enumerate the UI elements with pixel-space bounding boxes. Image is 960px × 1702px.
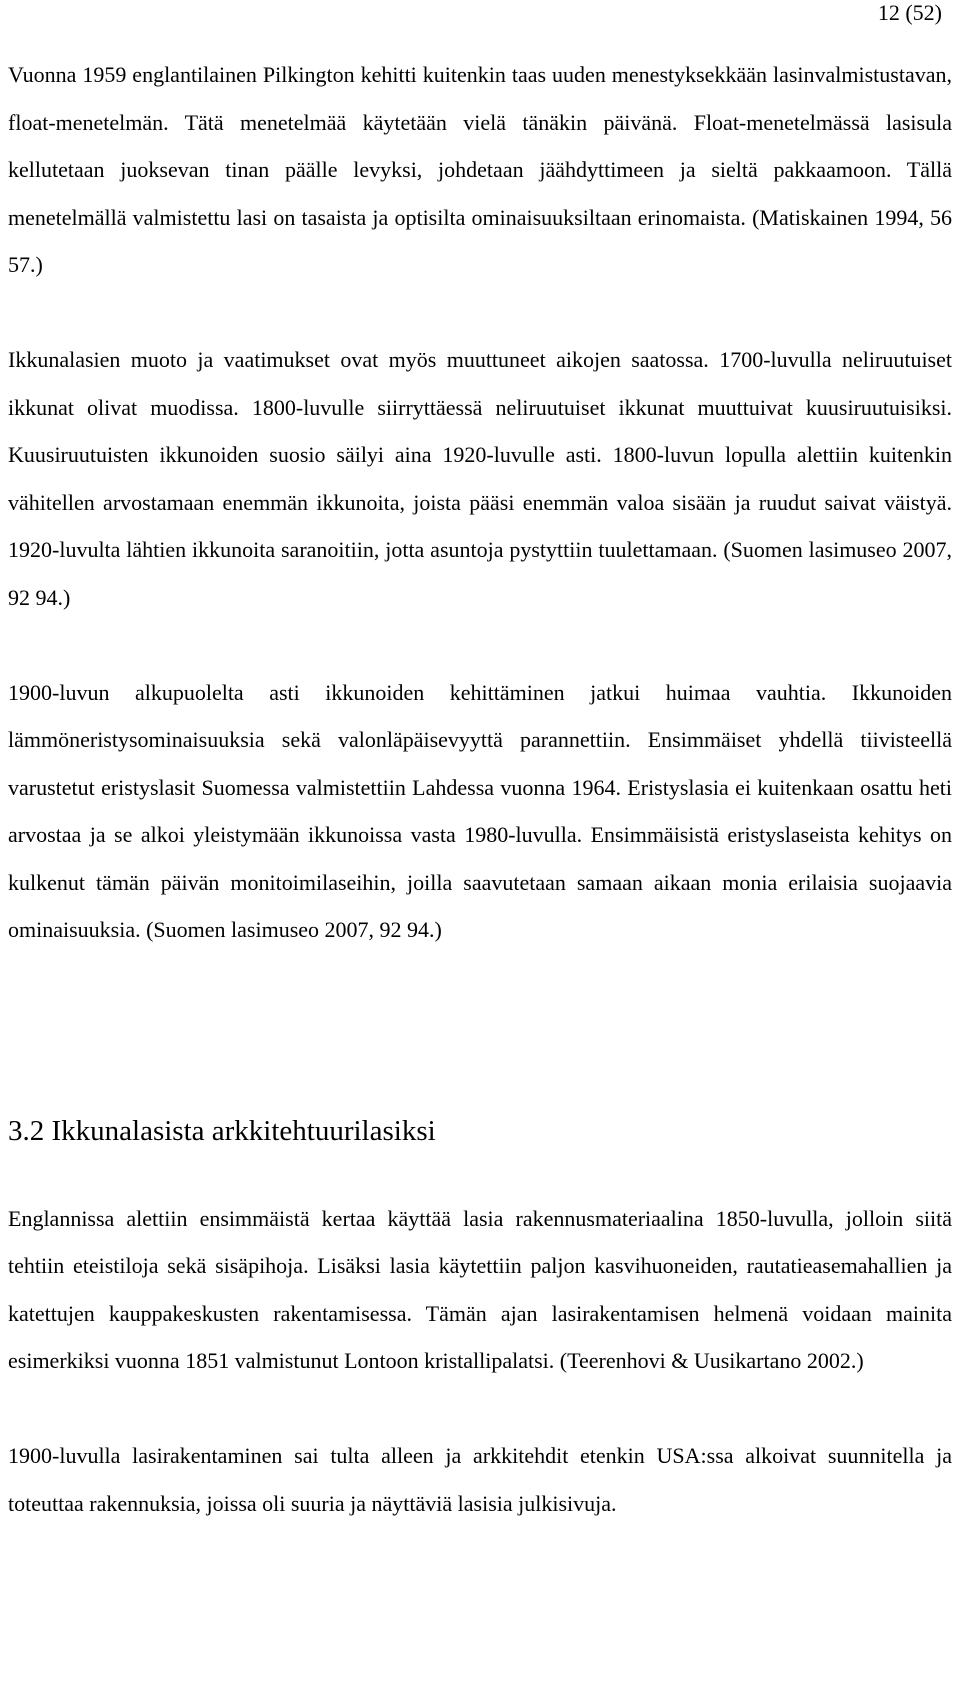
paragraph-england-glass: Englannissa alettiin ensimmäistä kertaa käyttää lasia rakennusmateriaalina 1850-luvulla, jolloin siitä tehtiin eteistiloja sekä sisäpihoja. Lisäksi lasia käytettiin paljon kasvihuoneiden, rautatieasemahallien ja katettujen kauppakeskusten rakentamisessa. Tämän ajan lasirakentamisen helmenä voidaan mainita esimerkiksi vuonna 1851 valmistunut Lontoon kristallipalatsi. (Teerenhovi & Uusikartano 2002.)	[8, 1205, 952, 1373]
document-body	[8, 51, 952, 1527]
section-heading: 3.2 Ikkunalasista arkkitehtuurilasiksi	[8, 1114, 436, 1147]
paragraph-float-glass: Vuonna 1959 englantilainen Pilkington kehitti kuitenkin taas uuden menestyksekkään lasinvalmistustavan, float-menetelmän. Tätä menetelmää käytetään vielä tänäkin päivänä. Float-menetelmässä lasisula kellutetaan juoksevan tinan päälle levyksi, johdetaan jäähdyttimeen ja sieltä pakkaamoon. Tällä menetelmällä valmistettu lasi on tasaista ja optisilta ominaisuuksiltaan erinomaista. (Matiskainen 1994, 56 57.)	[8, 62, 952, 277]
paragraph-insulating-glass: 1900-luvun alkupuolelta asti ikkunoiden kehittäminen jatkui huimaa vauhtia. Ikkunoiden lämmöneristysominaisuuksia sekä valonläpäisevyyttä parannettiin. Ensimmäiset yhdellä tiivisteellä varustetut eristyslasit Suomessa valmistettiin Lahdessa vuonna 1964. Eristyslasia ei kuitenkaan osattu heti arvostaa ja se alkoi yleistymään ikkunoissa vasta 1980-luvulla. Ensimmäisistä eristyslaseista kehitys on kulkenut tämän päivän monitoimilaseihin, joilla saavutetaan samaan aikaan monia erilaisia suojaavia ominaisuuksia. (Suomen lasimuseo 2007, 92 94.)	[8, 679, 952, 942]
paragraph-window-shapes: Ikkunalasien muoto ja vaatimukset ovat myös muuttuneet aikojen saatossa. 1700-luvulla neliruutuiset ikkunat olivat muodissa. 1800-luvulle siirryttäessä neliruutuiset ikkunat muuttuivat kuusiruutuisiksi. Kuusiruutuisten ikkunoiden suosio säilyi aina 1920-luvulle asti. 1800-luvun lopulla alettiin kuitenkin vähitellen arvostamaan enemmän ikkunoita, joista pääsi enemmän valoa sisään ja ruudut saivat väistyä. 1920-luvulta lähtien ikkunoita saranoitiin, jotta asuntoja pystyttiin tuulettamaan. (Suomen lasimuseo 2007, 92 94.)	[8, 347, 952, 610]
paragraph-1900s-glass: 1900-luvulla lasirakentaminen sai tulta alleen ja arkkitehdit etenkin USA:ssa alkoivat suunnitella ja toteuttaa rakennuksia, joissa oli suuria ja näyttäviä lasisia julkisivuja.	[8, 1443, 952, 1516]
page-number: 12 (52)	[877, 0, 942, 25]
